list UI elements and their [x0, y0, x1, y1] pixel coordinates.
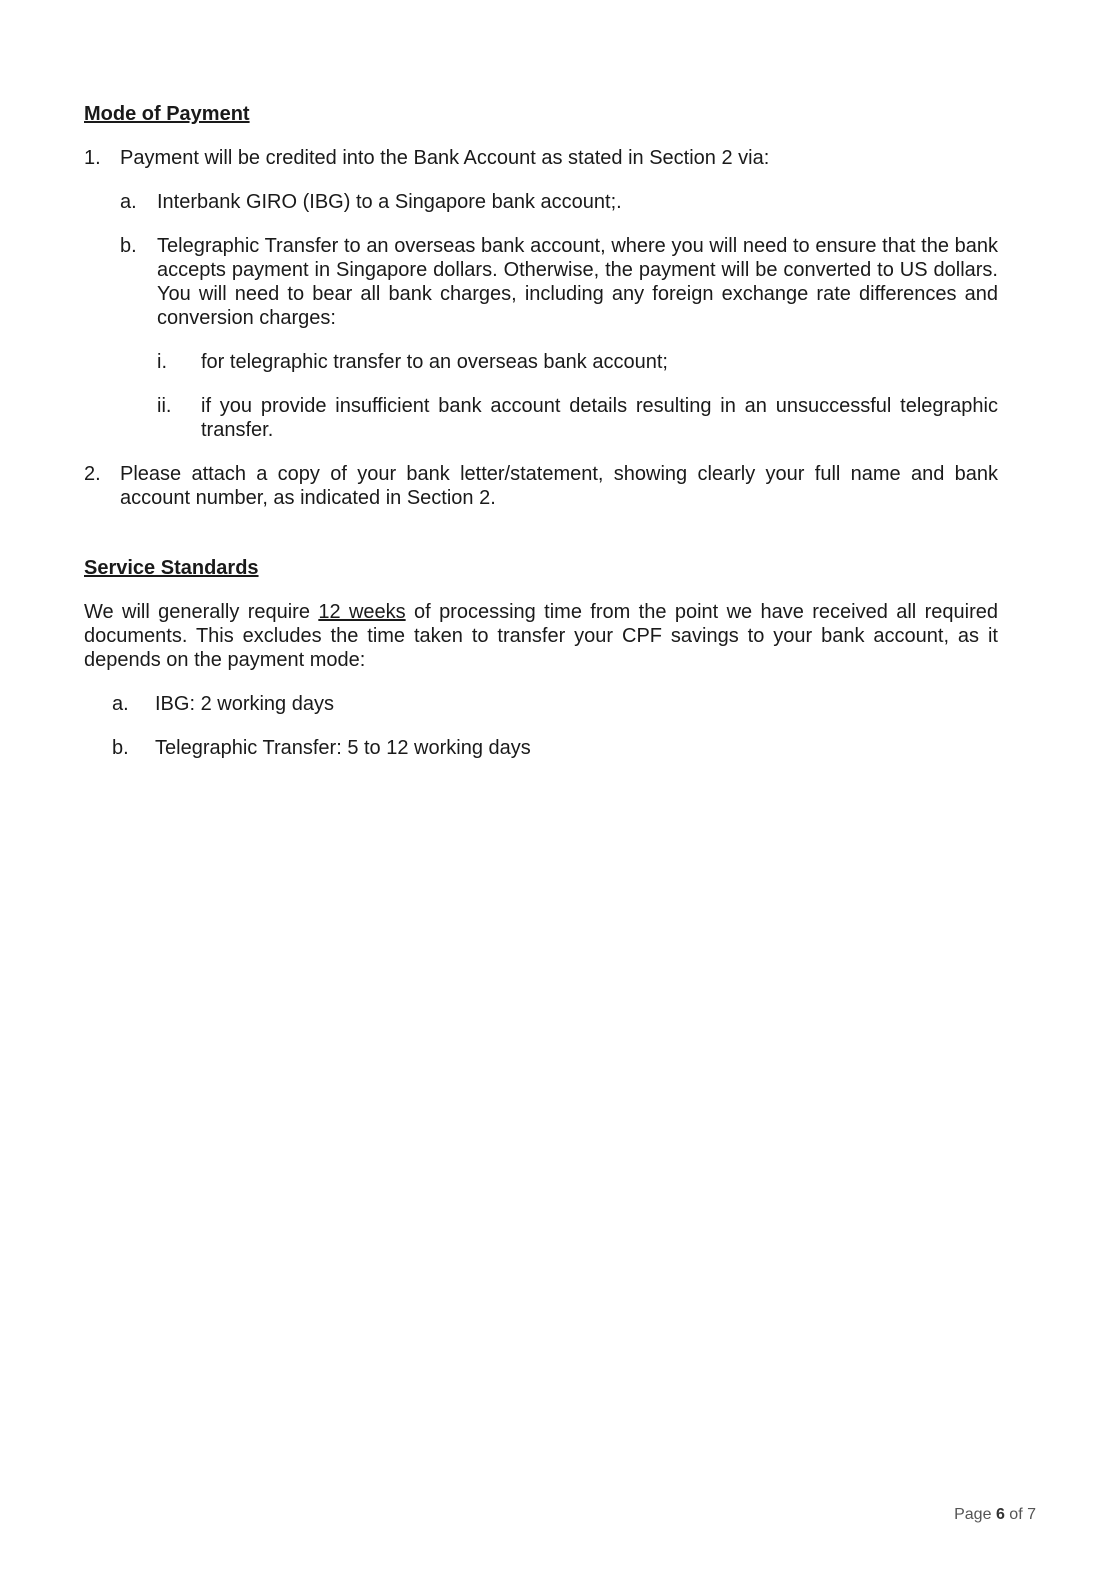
- list-item-1b-i: [157, 350, 998, 374]
- list-marker: b.: [120, 235, 137, 257]
- list-item-text: for telegraphic transfer to an overseas bank account;: [201, 351, 668, 373]
- list-item-text: Interbank GIRO (IBG) to a Singapore bank account;.: [157, 191, 622, 213]
- list-item-1b-ii: [157, 394, 998, 442]
- list-item-telegraphic: [112, 736, 998, 760]
- page-current: 6: [995, 1506, 1005, 1523]
- list-item-1: [84, 146, 998, 170]
- list-marker: i.: [157, 351, 167, 373]
- service-standards-heading: Service Standards: [84, 557, 259, 579]
- processing-time-emphasis: 12 weeks: [318, 601, 406, 623]
- service-standards-paragraph: [84, 600, 998, 672]
- page-number: [954, 1503, 1036, 1527]
- list-marker: b.: [112, 737, 129, 759]
- list-item-1b: [120, 234, 998, 330]
- page-prefix: Page: [954, 1506, 992, 1523]
- list-item-2: [84, 462, 998, 510]
- list-marker: 1.: [84, 147, 101, 169]
- list-item-text: if you provide insufficient bank account details resulting in an unsuccessful telegraphic transfer.: [201, 395, 998, 441]
- list-item-1a: [120, 190, 998, 214]
- paragraph-text-end: of processing time from the point we have received all required documents. This excludes the time taken to transfer your CPF savings to your bank account, as it depends on the payment mode:: [84, 601, 998, 671]
- list-item-text: Telegraphic Transfer to an overseas bank account, where you will need to ensure that the bank accepts payment in Singapore dollars. Otherwise, the payment will be converted to US dollars. You will need to bear all bank charges, including any foreign exchange rate differences and conversion charges:: [157, 235, 998, 329]
- list-item-text: Telegraphic Transfer: 5 to 12 working days: [155, 737, 531, 759]
- list-marker: 2.: [84, 463, 101, 485]
- mode-of-payment-heading: Mode of Payment: [84, 103, 250, 125]
- list-marker: a.: [112, 693, 129, 715]
- list-item-text: IBG: 2 working days: [155, 693, 334, 715]
- list-marker: a.: [120, 191, 137, 213]
- page-of: of: [1009, 1506, 1023, 1523]
- list-item-text: Payment will be credited into the Bank Account as stated in Section 2 via:: [120, 147, 770, 169]
- list-item-text: Please attach a copy of your bank letter/statement, showing clearly your full name and bank account number, as indicated in Section 2.: [120, 463, 998, 509]
- paragraph-text-start: We will generally require: [84, 601, 319, 623]
- page-content: [84, 102, 998, 760]
- list-item-ibg: [112, 692, 998, 716]
- page-total: 7: [1027, 1506, 1036, 1523]
- list-marker: ii.: [157, 395, 172, 417]
